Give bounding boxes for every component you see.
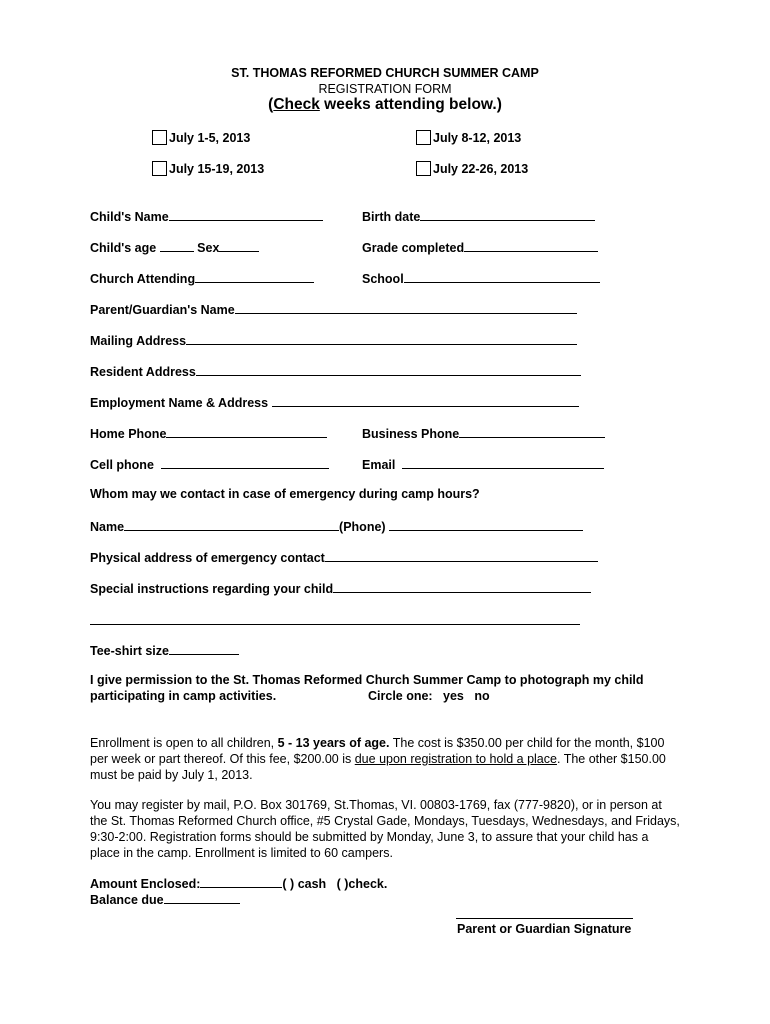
birth-date-row — [362, 208, 595, 224]
week-option-3[interactable] — [152, 161, 264, 176]
home-phone-row — [90, 425, 327, 441]
emergency-question: Whom may we contact in case of emergency during camp hours? — [90, 487, 480, 501]
church-row — [90, 270, 314, 286]
cell-phone-label: Cell phone — [90, 458, 154, 472]
instruction-rest: weeks attending below.) — [319, 96, 502, 113]
enrollment-due-note: due upon registration to hold a place — [354, 752, 557, 766]
balance-due-field[interactable] — [164, 891, 240, 904]
birth-date-label: Birth date — [362, 210, 421, 224]
physical-address-label: Physical address of emergency contact — [90, 551, 325, 565]
physical-address-row — [90, 549, 598, 565]
balance-due-row — [90, 891, 240, 907]
mailing-field[interactable] — [186, 332, 577, 345]
instruction-check: Check — [273, 96, 320, 113]
week-checkbox-2[interactable] — [416, 130, 431, 145]
week-option-4[interactable] — [416, 161, 528, 176]
sex-label: Sex — [197, 241, 220, 255]
mailing-row — [90, 332, 577, 348]
tee-shirt-field[interactable] — [169, 642, 239, 655]
week-checkbox-3[interactable] — [152, 161, 167, 176]
cell-phone-field[interactable] — [161, 456, 329, 469]
balance-due-label: Balance due — [90, 893, 164, 907]
permission-line-1: I give permission to the St. Thomas Reformed Church Summer Camp to photograph my child — [90, 673, 644, 687]
church-field[interactable] — [195, 270, 314, 283]
physical-address-field[interactable] — [325, 549, 598, 562]
employment-row — [90, 394, 579, 410]
week-checkbox-1[interactable] — [152, 130, 167, 145]
home-phone-label: Home Phone — [90, 427, 167, 441]
age-sex-row — [90, 239, 259, 255]
employment-field[interactable] — [272, 394, 579, 407]
week-option-2[interactable] — [416, 130, 521, 145]
week-checkbox-4[interactable] — [416, 161, 431, 176]
birth-date-field[interactable] — [420, 208, 595, 221]
business-phone-row — [362, 425, 605, 441]
form-subtitle: REGISTRATION FORM — [318, 82, 452, 96]
school-label: School — [362, 272, 404, 286]
amount-enclosed-label: Amount Enclosed: — [90, 877, 201, 891]
signature-line[interactable] — [456, 918, 633, 919]
school-field[interactable] — [404, 270, 600, 283]
enrollment-paragraph — [90, 735, 680, 783]
special-instructions-field[interactable] — [333, 580, 591, 593]
special-instructions-label: Special instructions regarding your child — [90, 582, 334, 596]
email-field[interactable] — [402, 456, 604, 469]
instruction-open: ( — [268, 96, 274, 113]
enrollment-text-c: . The other $150.00 must be paid by July 1, 2013. — [90, 752, 666, 782]
child-name-row — [90, 208, 323, 224]
circle-one-label: Circle one: — [368, 689, 433, 703]
business-phone-label: Business Phone — [362, 427, 460, 441]
cell-phone-row — [90, 456, 329, 472]
no-option[interactable]: no — [474, 689, 490, 703]
sex-field[interactable] — [219, 239, 259, 252]
special-instructions-line-2[interactable] — [90, 624, 580, 625]
form-instruction — [0, 96, 770, 114]
cash-option[interactable]: ( ) cash — [282, 877, 327, 891]
emergency-phone-label: (Phone) — [339, 520, 386, 534]
permission-line-2: participating in camp activities. — [90, 689, 277, 703]
week-label-4: July 22-26, 2013 — [433, 162, 529, 176]
resident-field[interactable] — [196, 363, 581, 376]
grade-field[interactable] — [464, 239, 598, 252]
school-row — [362, 270, 600, 286]
email-row — [362, 456, 604, 472]
grade-label: Grade completed — [362, 241, 465, 255]
enrollment-text-b: The cost is $350.00 per child for the month, $100 per week or part thereof. Of this fee, $200.00 is — [90, 736, 665, 766]
child-age-field[interactable] — [160, 239, 194, 252]
week-option-1[interactable] — [152, 130, 250, 145]
amount-enclosed-field[interactable] — [200, 875, 282, 888]
parent-name-label: Parent/Guardian's Name — [90, 303, 235, 317]
enrollment-text-a: Enrollment is open to all children, — [90, 736, 278, 750]
check-option[interactable]: ( )check. — [336, 877, 388, 891]
signature-label: Parent or Guardian Signature — [457, 922, 632, 936]
special-instructions-row — [90, 580, 591, 596]
emergency-name-field[interactable] — [124, 518, 339, 531]
emergency-name-row — [90, 518, 583, 534]
resident-row — [90, 363, 581, 379]
yes-option[interactable]: yes — [443, 689, 464, 703]
circle-one-row — [368, 689, 490, 703]
church-label: Church Attending — [90, 272, 196, 286]
registration-paragraph: You may register by mail, P.O. Box 301769, St.Thomas, VI. 00803-1769, fax (777-9820), or in person at the St. Thomas Reformed Church office, #5 Crystal Gade, Mondays, Tuesdays, Wednesdays, and Fridays, 9:30-2:00. Registration forms should be submitted by Monday, June 3, to assure that your child has a place in the camp. Enrollment is limited to 60 campers. — [90, 798, 680, 860]
employment-label: Employment Name & Address — [90, 396, 269, 410]
parent-name-row — [90, 301, 577, 317]
week-label-1: July 1-5, 2013 — [169, 131, 251, 145]
tee-shirt-label: Tee-shirt size — [90, 644, 169, 658]
child-name-field[interactable] — [169, 208, 323, 221]
home-phone-field[interactable] — [166, 425, 327, 438]
mailing-label: Mailing Address — [90, 334, 187, 348]
week-label-3: July 15-19, 2013 — [169, 162, 265, 176]
emergency-name-label: Name — [90, 520, 125, 534]
child-name-label: Child's Name — [90, 210, 169, 224]
resident-label: Resident Address — [90, 365, 196, 379]
email-label: Email — [362, 458, 396, 472]
child-age-label: Child's age — [90, 241, 157, 255]
parent-name-field[interactable] — [235, 301, 577, 314]
enrollment-age-range: 5 - 13 years of age. — [277, 736, 390, 750]
emergency-phone-field[interactable] — [389, 518, 583, 531]
week-label-2: July 8-12, 2013 — [433, 131, 522, 145]
form-title: ST. THOMAS REFORMED CHURCH SUMMER CAMP — [231, 66, 539, 80]
business-phone-field[interactable] — [459, 425, 605, 438]
tee-shirt-row — [90, 642, 239, 658]
grade-row — [362, 239, 598, 255]
amount-enclosed-row — [90, 875, 387, 891]
